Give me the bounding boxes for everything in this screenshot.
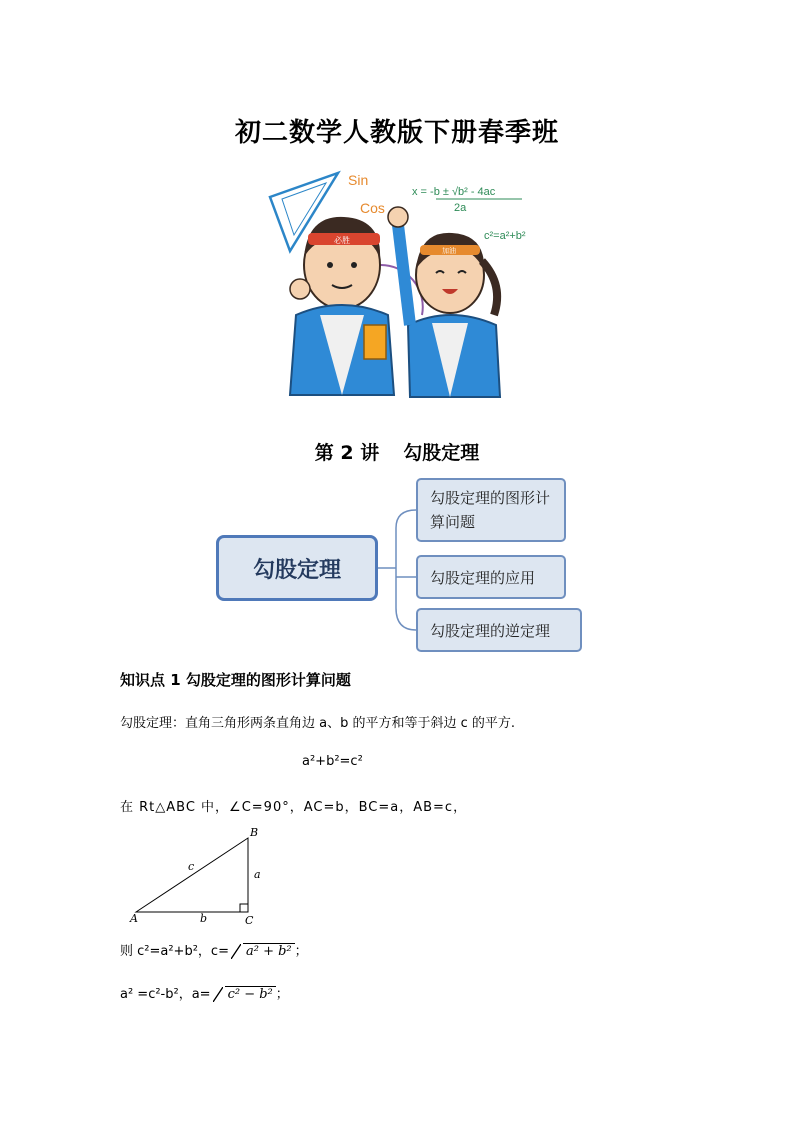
pythagorean-formula-text: c²=a²+b² — [484, 230, 526, 242]
formula-line-c-suffix: ； — [294, 944, 308, 959]
cos-text: Cos — [360, 200, 385, 216]
theorem-definition: 勾股定理：直角三角形两条直角边 a、b 的平方和等于斜边 c 的平方. — [120, 716, 516, 731]
document-title: 初二数学人教版下册春季班 — [234, 118, 559, 148]
formula-denominator-text: 2a — [454, 202, 467, 214]
formula-line-c-prefix: 则 c²=a²+b²，c= — [120, 944, 229, 959]
pythagorean-formula: a²+b²=c² — [302, 754, 363, 769]
cartoon-students-illustration — [260, 165, 540, 425]
sqrt-c2-b2: c² − b² — [213, 987, 276, 1002]
side-c-label: c — [188, 860, 195, 873]
section-heading: 知识点 1 勾股定理的图形计算问题 — [120, 671, 351, 689]
boy-figure — [290, 217, 394, 395]
formula-line-c — [120, 940, 308, 959]
side-a-label: a — [254, 868, 261, 881]
lesson-name: 勾股定理 — [403, 442, 480, 464]
lesson-number: 第 2 讲 — [314, 442, 380, 464]
mindmap — [200, 470, 600, 660]
mindmap-root: 勾股定理 — [216, 535, 378, 601]
formula-line-a-prefix: a² =c²-b²，a= — [120, 987, 211, 1002]
formula-line-a-suffix: ； — [275, 987, 289, 1002]
vertex-c-label: C — [245, 914, 254, 927]
sin-text: Sin — [348, 172, 369, 188]
lesson-title — [0, 438, 794, 465]
mindmap-node-converse: 勾股定理的逆定理 — [416, 608, 582, 652]
svg-text:必胜: 必胜 — [334, 236, 350, 245]
sqrt-a2-b2: a² + b² — [231, 944, 295, 959]
formula-line-a — [120, 983, 289, 1002]
right-triangle-figure — [120, 822, 280, 932]
side-b-label: b — [200, 912, 208, 925]
triangle-condition: 在 Rt△ABC 中，∠C=90°，AC=b，BC=a，AB=c， — [120, 800, 468, 815]
mindmap-node-application: 勾股定理的应用 — [416, 555, 566, 599]
vertex-b-label: B — [250, 826, 259, 839]
mindmap-node-graphic-calculation: 勾股定理的图形计算问题 — [416, 478, 566, 542]
svg-text:加油: 加油 — [442, 248, 456, 255]
vertex-a-label: A — [130, 912, 138, 925]
quadratic-formula-text: x = -b ± √b² - 4ac — [412, 186, 496, 198]
